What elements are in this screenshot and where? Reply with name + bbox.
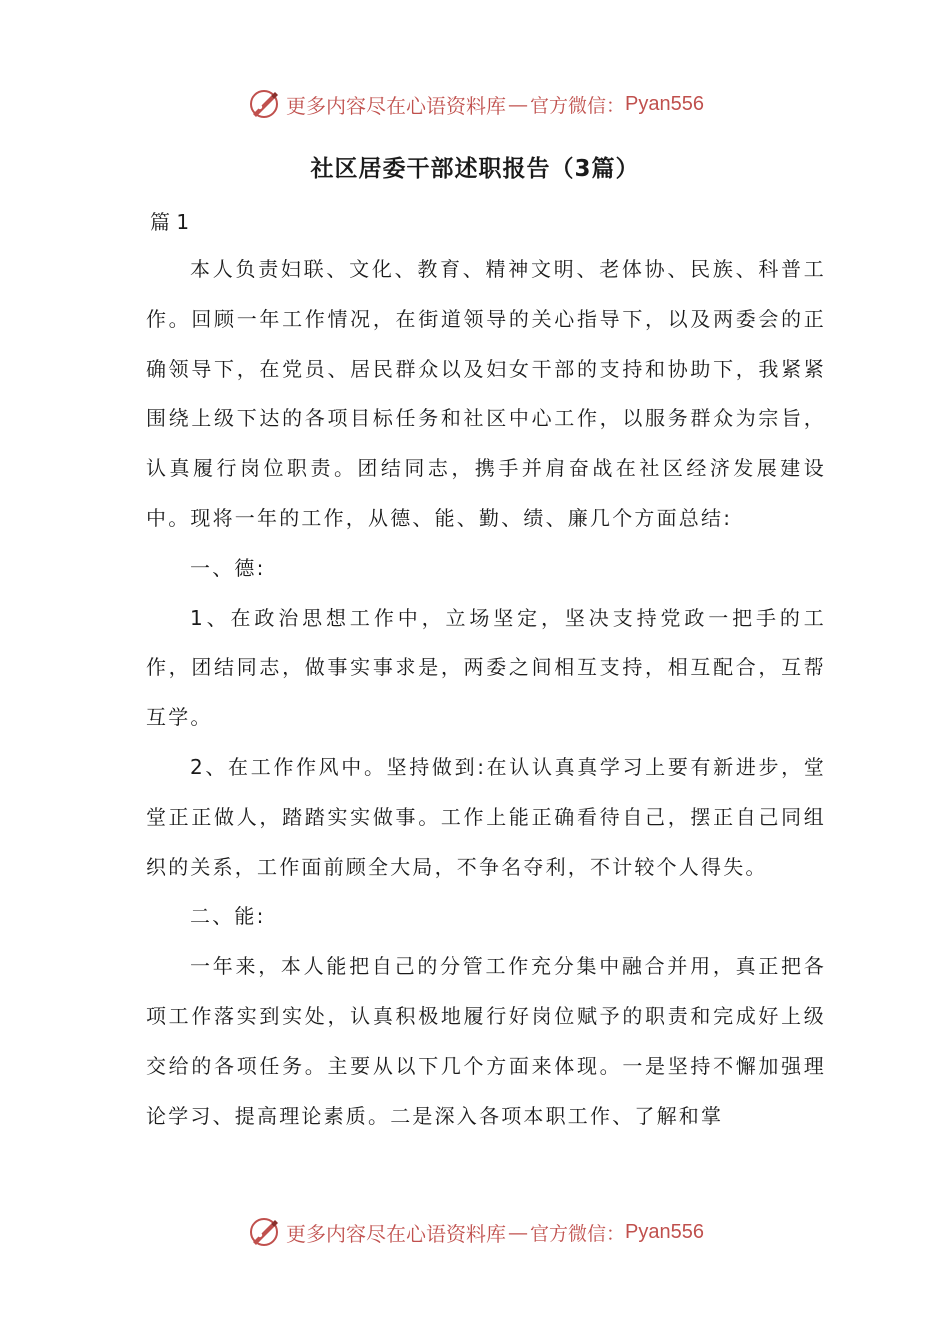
paragraph: 一年来，本人能把自己的分管工作充分集中融合并用，真正把各项工作落实到实处，认真积极地履行好岗位赋予的职责和完成好上级交给的各项任务。主要从以下几个方面来体现。一是坚持不懈加强理论学习、提高理论素质。二是深入各项本职工作、了解和掌 <box>146 954 826 1128</box>
section-label: 篇 1 <box>150 210 190 234</box>
paragraph: 二、能: <box>190 904 266 929</box>
paragraph: 本人负责妇联、文化、教育、精神文明、老体协、民族、科普工作。回顾一年工作情况，在街道领导的关心指导下，以及两委会的正确领导下，在党员、居民群众以及妇女干部的支持和协助下，我紧紧围绕上级下达的各项目标任务和社区中心工作，以服务群众为宗旨，认真履行岗位职责。团结同志，携手并肩奋战在社区经济发展建设中。现将一年的工作，从德、能、勤、绩、廉几个方面总结: <box>146 257 826 530</box>
watermark-text: 更多内容尽在心语资料库 <box>286 1221 506 1246</box>
document-title: 社区居委干部述职报告（3篇） <box>310 156 640 182</box>
watermark-wechat-label: 官方微信： <box>530 94 626 117</box>
pen-logo-icon <box>246 1214 282 1250</box>
watermark-wechat-id: Pyan556 <box>625 92 704 115</box>
watermark-wechat-label: 官方微信： <box>530 1222 626 1245</box>
paragraph: 1、在政治思想工作中，立场坚定，坚决支持党政一把手的工作，团结同志，做事实事求是，两委之间相互支持，相互配合，互帮互学。 <box>146 605 826 730</box>
pen-logo-icon <box>246 86 282 122</box>
watermark-separator: — <box>508 92 528 116</box>
watermark-separator: — <box>508 1220 528 1244</box>
watermark-wechat-id: Pyan556 <box>625 1220 704 1243</box>
watermark-header <box>0 84 950 124</box>
document-body <box>146 245 826 1141</box>
paragraph: 一、德: <box>190 555 266 580</box>
paragraph: 2、在工作作风中。坚持做到:在认认真真学习上要有新进步，堂堂正正做人，踏踏实实做事。工作上能正确看待自己，摆正自己同组织的关系，工作面前顾全大局，不争名夺利，不计较个人得失。 <box>146 754 826 879</box>
watermark-text: 更多内容尽在心语资料库 <box>286 93 506 118</box>
watermark-footer <box>0 1212 950 1252</box>
